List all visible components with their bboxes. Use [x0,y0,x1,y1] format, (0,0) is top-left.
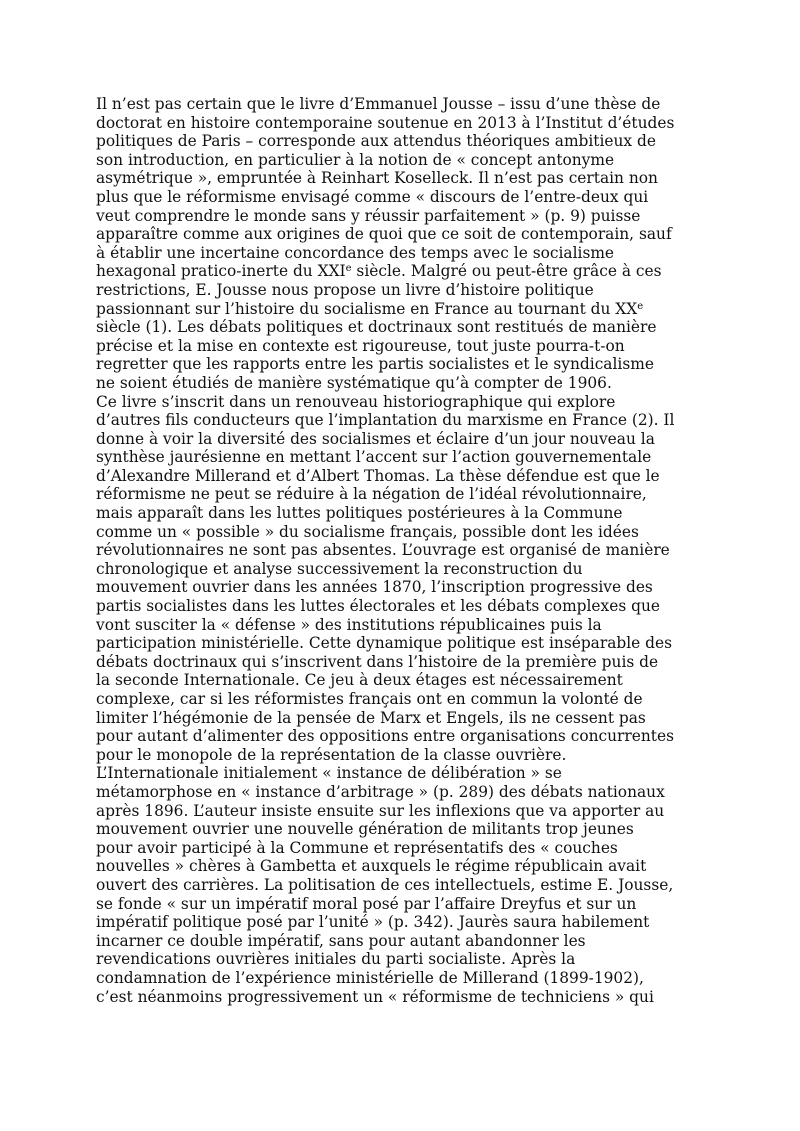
text-line: comme un « possible » du socialisme français, possible dont les idées [96,522,639,541]
text-line: regretter que les rapports entre les partis socialistes et le syndicalisme [96,355,654,374]
text-line: condamnation de l’expérience ministérielle de Millerand (1899-1902), [96,968,644,987]
document-body [96,95,716,1006]
text-line: réformisme ne peut se réduire à la négation de l’idéal révolutionnaire, [96,485,647,504]
text-line: complexe, car si les réformistes français ont en commun la volonté de [96,690,643,708]
text-segment: passionnant sur l’histoire du socialisme en France au tournant du XX [96,299,638,318]
text-line: incarner ce double impératif, sans pour autant abandonner les [96,931,586,950]
text-line: révolutionnaires ne sont pas absentes. L’ouvrage est organisé de manière [96,541,670,560]
text-line: siècle (1). Les débats politiques et doctrinaux sont restitués de manière [96,318,657,337]
text-line: c’est néanmoins progressivement un « réformisme de techniciens » qui [96,987,654,1006]
text-line: nouvelles » chères à Gambetta et auxquels le régime républicain avait [96,857,647,876]
text-segment: hexagonal pratico-inerte du XXI [96,262,346,281]
text-line: précise et la mise en contexte est rigoureuse, tout juste pourra-t-on [96,336,625,355]
text-line: la seconde Internationale. Ce jeu à deux étages est nécessairement [96,671,623,690]
text-line: après 1896. L’auteur insiste ensuite sur les inflexions que va apporter au [96,801,665,820]
superscript: e [637,300,644,312]
text-line: synthèse jaurésienne en mettant l’accent sur l’action gouvernementale [96,448,652,467]
text-line: limiter l’hégémonie de la pensée de Marx et Engels, ils ne cessent pas [96,708,646,727]
text-line: veut comprendre le monde sans y réussir parfaitement » (p. 9) puisse [96,206,641,225]
text-line: mouvement ouvrier une nouvelle génération de militants trop jeunes [96,820,634,839]
text-line: d’autres fils conducteurs que l’implantation du marxisme en France (2). Il [96,411,675,430]
text-line: restrictions, E. Jousse nous propose un livre d’histoire politique [96,280,594,299]
text-line: participation ministérielle. Cette dynamique politique est inséparable des [96,634,673,653]
text-line: partis socialistes dans les luttes électorales et les débats complexes que [96,597,660,616]
text-line: donne à voir la diversité des socialismes et éclaire d’un jour nouveau la [96,429,655,448]
text-line: métamorphose en « instance d’arbitrage » (p. 289) des débats nationaux [96,782,665,801]
text-line: mouvement ouvrier dans les années 1870, l’inscription progressive des [96,578,653,597]
text-line: doctorat en histoire contemporaine soutenue en 2013 à l’Institut d’études [96,113,675,132]
text-line: pour avoir participé à la Commune et représentatifs des « couches [96,838,618,857]
text-line [96,300,716,319]
superscript: e [345,263,352,275]
text-line: pour autant d’alimenter des oppositions entre organisations concurrentes [96,727,674,746]
text-line [96,262,716,281]
text-line: son introduction, en particulier à la notion de « concept antonyme [96,150,615,169]
text-line: Ce livre s’inscrit dans un renouveau historiographique qui explore [96,392,616,411]
text-line: impératif politique posé par l’unité » (p. 342). Jaurès saura habilement [96,913,650,932]
text-line: apparaître comme aux origines de quoi que ce soit de contemporain, sauf [96,225,672,244]
text-line: se fonde « sur un impératif moral posé par l’affaire Dreyfus et sur un [96,894,637,913]
text-line: politiques de Paris – corresponde aux attendus théoriques ambitieux de [96,132,656,151]
text-line: ne soient étudiés de manière systématique qu’à compter de 1906. [96,373,612,392]
text-line: débats doctrinaux qui s’inscrivent dans l’histoire de la première puis de [96,652,659,671]
text-line: chronologique et analyse successivement la reconstruction du [96,559,583,578]
text-segment: siècle. Malgré ou peut-être grâce à ces [351,262,662,281]
text-line: vont susciter la « défense » des institutions républicaines puis la [96,615,602,634]
text-line: mais apparaît dans les luttes politiques postérieures à la Commune [96,504,623,523]
text-line: pour le monopole de la représentation de la classe ouvrière. [96,745,567,764]
text-line: Il n’est pas certain que le livre d’Emmanuel Jousse – issu d’une thèse de [96,95,661,113]
text-line: L’Internationale initialement « instance de délibération » se [96,764,562,783]
text-line: d’Alexandre Millerand et d’Albert Thomas. La thèse défendue est que le [96,466,660,485]
text-line: asymétrique », empruntée à Reinhart Koselleck. Il n’est pas certain non [96,169,658,188]
text-line: à établir une incertaine concordance des temps avec le socialisme [96,243,615,262]
text-line: plus que le réformisme envisagé comme « discours de l’entre-deux qui [96,187,649,206]
text-line: revendications ouvrières initiales du parti socialiste. Après la [96,950,576,969]
text-line: ouvert des carrières. La politisation de ces intellectuels, estime E. Jousse, [96,875,674,894]
